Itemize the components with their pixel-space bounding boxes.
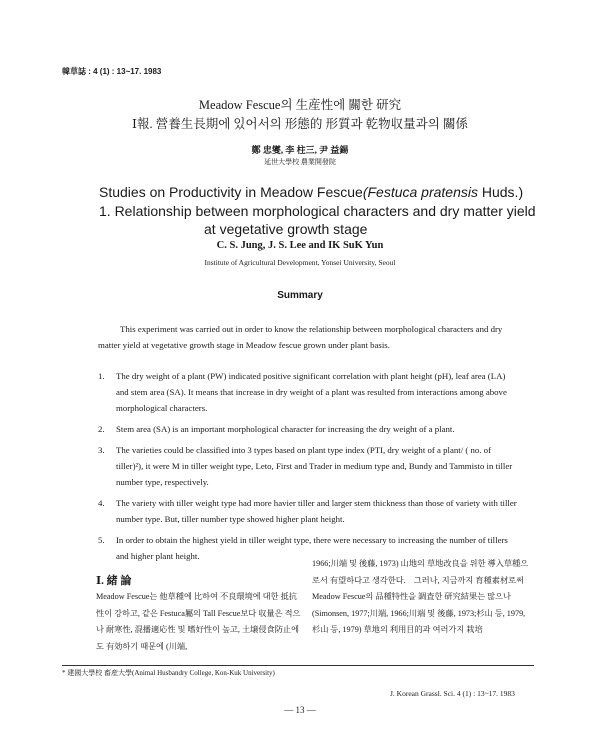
footnote-divider [62, 665, 534, 666]
body-right-column: 1966;川端 및 後藤, 1973) 山地의 草地改良을 위한 導入草種으로서 有望하다고 생각한다. 그러나, 지금까지 育種素材로써 Meadow Fescue의 品種特性을 調査한 研究結果는 많으나 (Simonsen, 1977;川端, 1966;川端 및 後藤, 1973;杉山 등, 1979, 杉山 등, 1979) 草地의 利用目的과 여러가지 栽培 [312, 559, 529, 634]
english-title-suffix: Huds.) [477, 184, 524, 200]
item-text: Stem area (SA) is an important morphological character for increasing the dry weight of a plant. [116, 424, 455, 434]
item-number: 5. [98, 535, 105, 545]
footnote: * 建國大學校 畜産大學(Animal Husbandry College, Kon-Kuk University) [62, 669, 275, 677]
item-number: 3. [98, 445, 105, 455]
korean-affiliation: 延世大學校 農業開發院 [264, 158, 336, 166]
item-text: The varieties could be classified into 3 types based on plant type index (PTI, dry weight of a plant/ ( no. of tiller)²), it were M in tiller weight type, Leto, First and Trader in medium type and, Bundy and Tammisto in tiller number type, respectively. [116, 445, 513, 487]
summary-item [98, 442, 518, 490]
summary-list [98, 368, 518, 569]
item-text: The dry weight of a plant (PW) indicated positive significant correlation with plant height (pH), leaf area (LA) and stem area (SA). It means that increase in dry weight of a plant was resulted from interactions among above morphological characters. [116, 371, 507, 413]
korean-title-line2: Ⅰ報. 營養生長期에 있어서의 形態的 形質과 乾物収量과의 關係 [132, 117, 468, 131]
item-number: 2. [98, 424, 105, 434]
page-number: — 13 — [284, 705, 316, 715]
journal-reference-bottom: J. Korean Grassl. Sci. 4 (1) : 13~17. 1983 [390, 689, 515, 698]
item-text: The variety with tiller weight type had more havier tiller and larger stem thickness than those of variety with tiller number type. But, tiller number type showed higher plant height. [116, 498, 517, 524]
item-number: 4. [98, 498, 105, 508]
korean-authors: 鄭 忠燮, 李 柱三, 尹 益錫 [251, 145, 349, 155]
english-authors: C. S. Jung, J. S. Lee and IK SuK Yun [216, 240, 384, 251]
summary-intro-paragraph: This experiment was carried out in order to know the relationship between morphological characters and dry matter yield at vegetative growth stage in Meadow fescue grown under plant basis. [98, 324, 503, 350]
english-title-line3: at vegetative growth stage [204, 221, 368, 237]
summary-item [98, 495, 518, 527]
korean-title-line1: Meadow Fescue의 生産性에 關한 研究 [198, 98, 402, 112]
journal-reference-top: 韓草誌 : 4 (1) : 13~17. 1983 [62, 67, 162, 76]
item-number: 1. [98, 371, 105, 381]
summary-item [98, 368, 518, 416]
english-affiliation: Institute of Agricultural Development, Yonsei University, Seoul [204, 258, 396, 267]
species-name: (Festuca pratensis [362, 184, 478, 200]
summary-item [98, 421, 518, 437]
body-left-column: Meadow Fescue는 他草種에 比하여 不良環境에 대한 抵抗性이 강하고, 같은 Festuca屬의 Tall Fescue보다 収量은 적으나 耐寒性, 混播適応性 및 嗜好性이 높고, 土壌侵食防止에도 有効하기 때문에 (川端, [96, 592, 301, 651]
english-title-line2: 1. Relationship between morphological characters and dry matter yield [99, 203, 536, 219]
item-text: In order to obtain the highest yield in tiller weight type, there were necessary to increasing the number of tillers and higher plant height. [116, 535, 508, 561]
introduction-heading: Ⅰ. 緒 論 [96, 575, 132, 587]
summary-heading: Summary [277, 290, 323, 301]
english-title-line1 [99, 184, 523, 200]
english-title-prefix: Studies on Productivity in Meadow Fescue [99, 184, 363, 200]
